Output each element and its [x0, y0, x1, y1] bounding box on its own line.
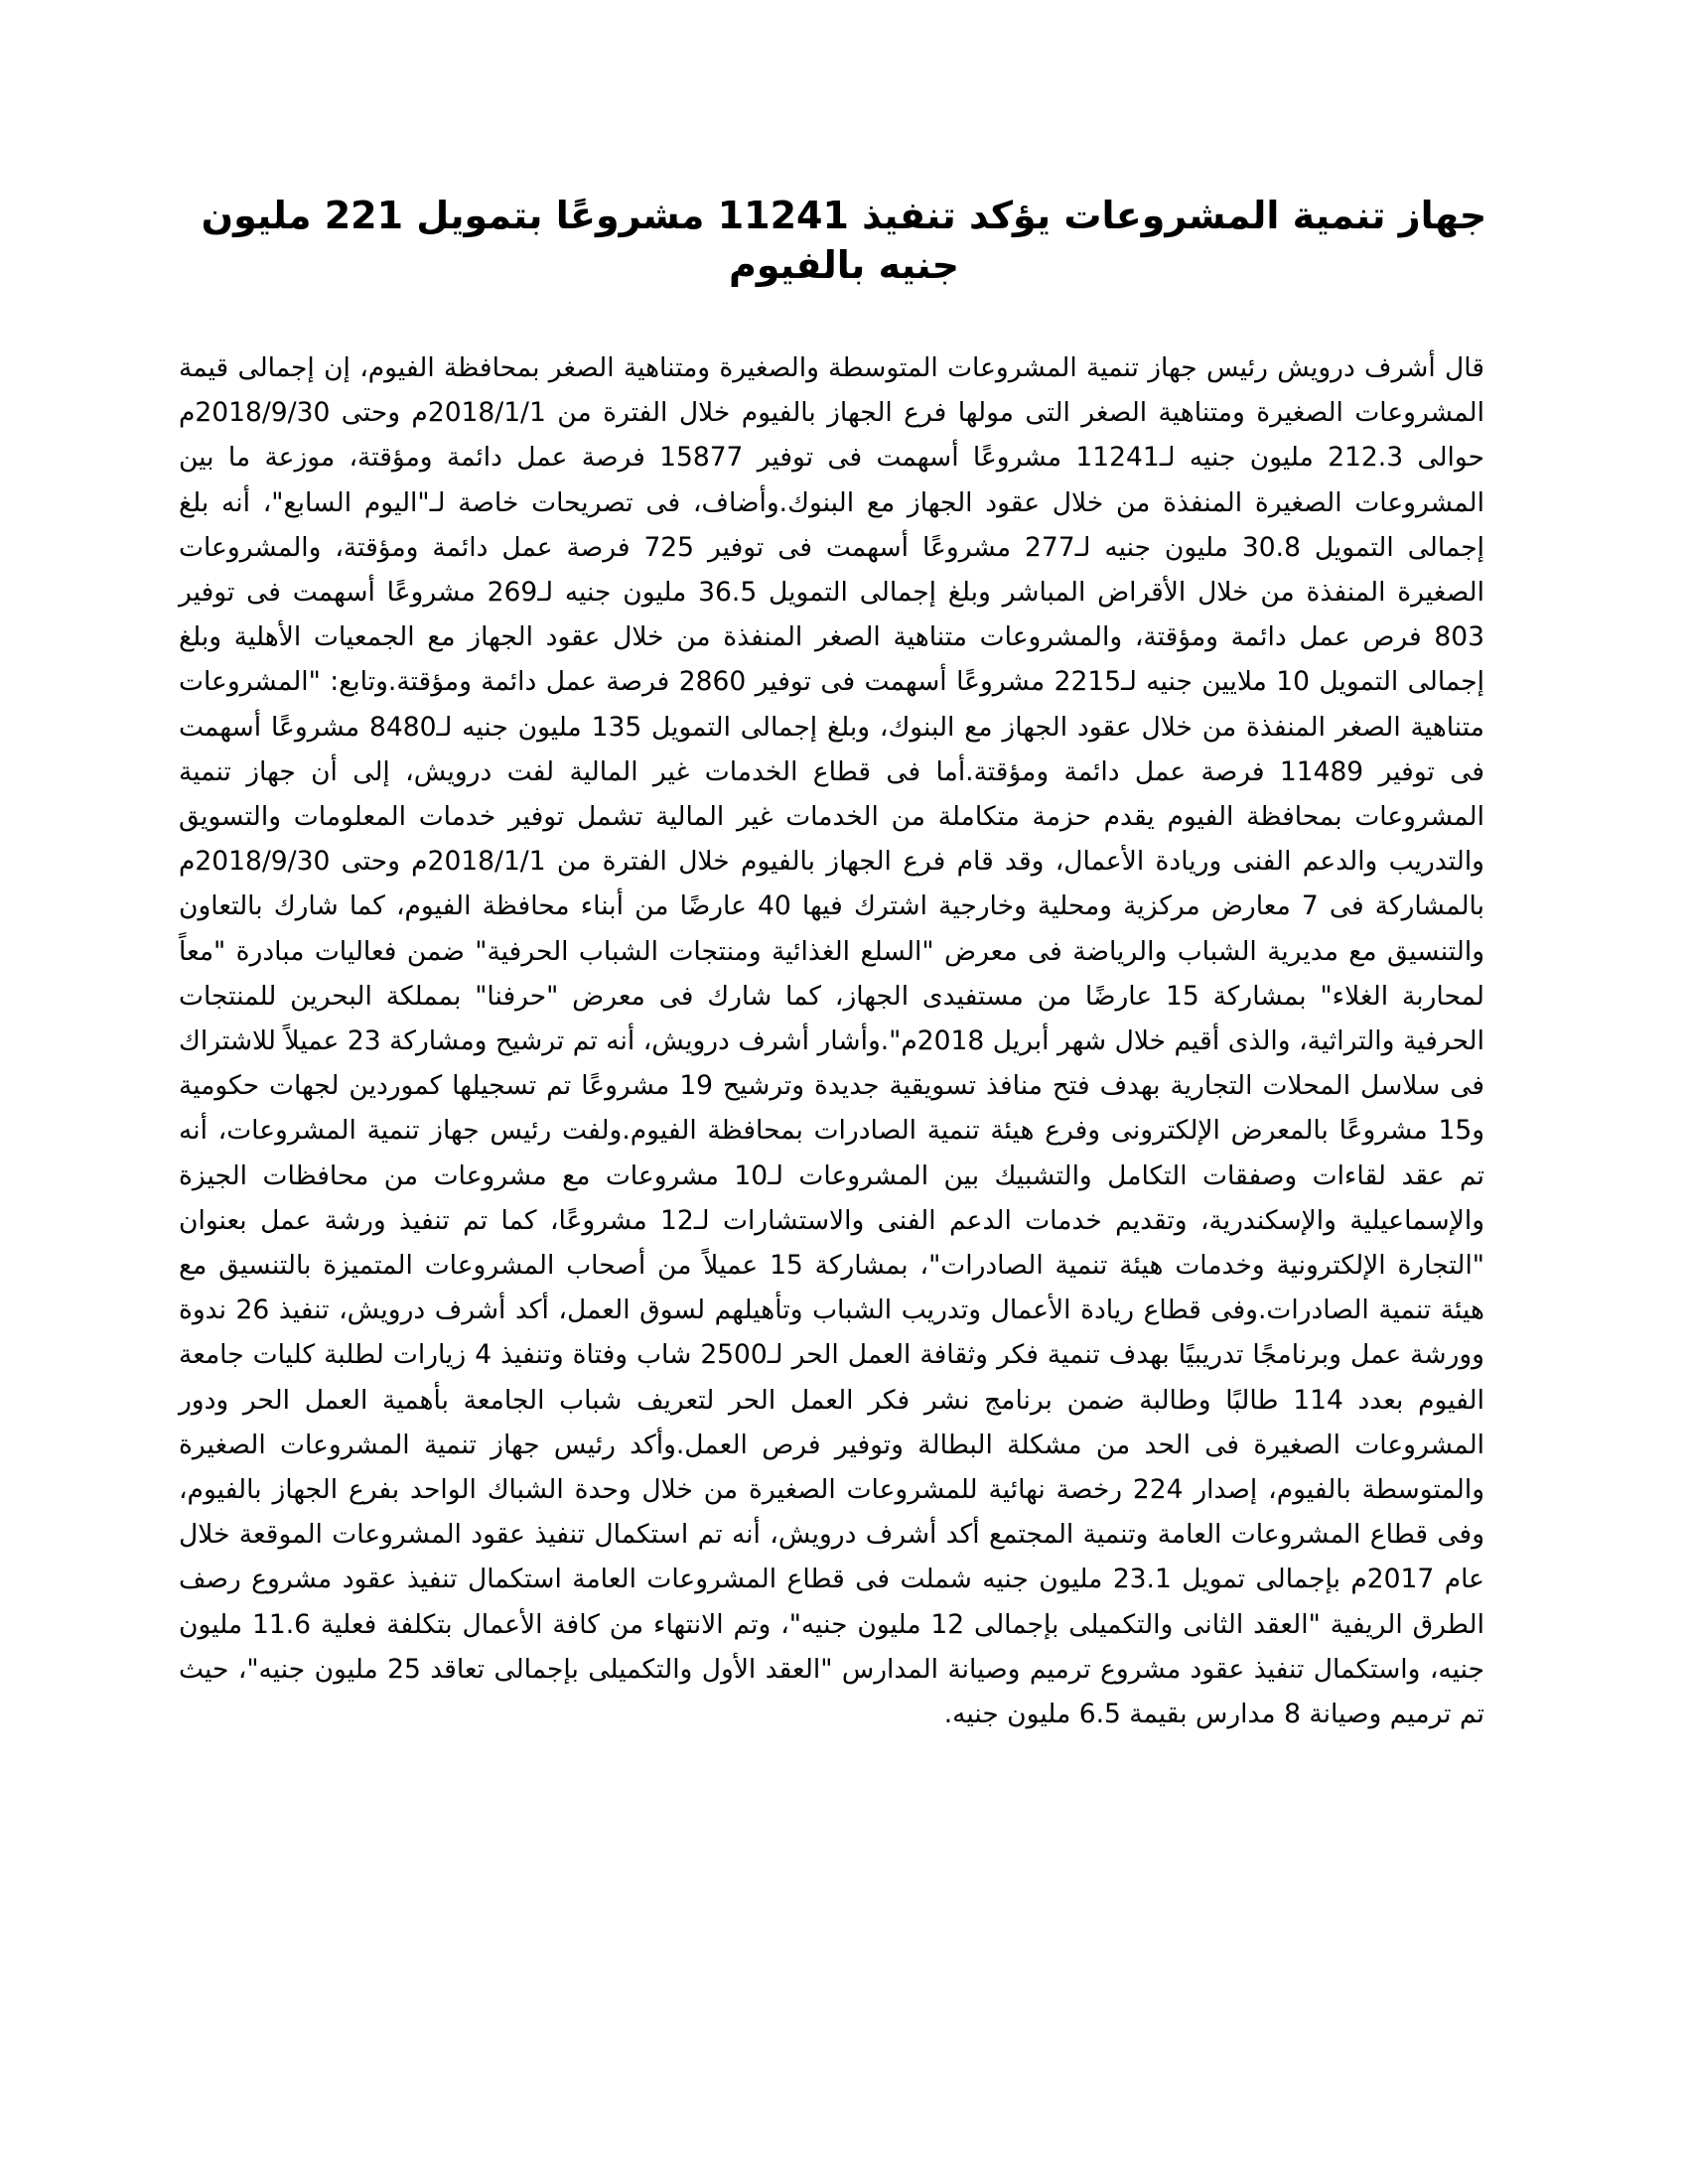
- article-body: قال أشرف درويش رئيس جهاز تنمية المشروعات المتوسطة والصغيرة ومتناهية الصغر بمحافظة الفيوم، إن إجمالى قيمة المشروعات الصغيرة ومتناهية الصغر التى مولها فرع الجهاز بالفيوم خلال الفترة من 2018/1/1م وحتى 2018/9/30م حوالى 212.3 مليون جنيه لـ11241 مشروعًا أسهمت فى توفير 15877 فرصة عمل دائمة ومؤقتة، موزعة ما بين المشروعات الصغيرة المنفذة من خلال عقود الجهاز مع البنوك.وأضاف، فى تصريحات خاصة لـ"اليوم السابع"، أنه بلغ إجمالى التمويل 30.8 مليون جنيه لـ277 مشروعًا أسهمت فى توفير 725 فرصة عمل دائمة ومؤقتة، والمشروعات الصغيرة المنفذة من خلال الأقراض المباشر وبلغ إجمالى التمويل 36.5 مليون جنيه لـ269 مشروعًا أسهمت فى توفير 803 فرص عمل دائمة ومؤقتة، والمشروعات متناهية الصغر المنفذة من خلال عقود الجهاز مع الجمعيات الأهلية وبلغ إجمالى التمويل 10 ملايين جنيه لـ2215 مشروعًا أسهمت فى توفير 2860 فرصة عمل دائمة ومؤقتة.وتابع: "المشروعات متناهية الصغر المنفذة من خلال عقود الجهاز مع البنوك، وبلغ إجمالى التمويل 135 مليون جنيه لـ8480 مشروعًا أسهمت فى توفير 11489 فرصة عمل دائمة ومؤقتة.أما فى قطاع الخدمات غير المالية لفت درويش، إلى أن جهاز تنمية المشروعات بمحافظة الفيوم يقدم حزمة متكاملة من الخدمات غير المالية تشمل توفير خدمات المعلومات والتسويق والتدريب والدعم الفنى وريادة الأعمال، وقد قام فرع الجهاز بالفيوم خلال الفترة من 2018/1/1م وحتى 2018/9/30م بالمشاركة فى 7 معارض مركزية ومحلية وخارجية اشترك فيها 40 عارضًا من أبناء محافظة الفيوم، كما شارك بالتعاون والتنسيق مع مديرية الشباب والرياضة فى معرض "السلع الغذائية ومنتجات الشباب الحرفية" ضمن فعاليات مبادرة "معاً لمحاربة الغلاء" بمشاركة 15 عارضًا من مستفيدى الجهاز، كما شارك فى معرض "حرفنا" بمملكة البحرين للمنتجات الحرفية والتراثية، والذى أقيم خلال شهر أبريل 2018م".وأشار أشرف درويش، أنه تم ترشيح ومشاركة 23 عميلاً للاشتراك فى سلاسل المحلات التجارية بهدف فتح منافذ تسويقية جديدة وترشيح 19 مشروعًا تم تسجيلها كموردين لجهات حكومية و15 مشروعًا بالمعرض الإلكترونى وفرع هيئة تنمية الصادرات بمحافظة الفيوم.ولفت رئيس جهاز تنمية المشروعات، أنه تم عقد لقاءات وصفقات التكامل والتشبيك بين المشروعات لـ10 مشروعات مع مشروعات من محافظات الجيزة والإسماعيلية والإسكندرية، وتقديم خدمات الدعم الفنى والاستشارات لـ12 مشروعًا، كما تم تنفيذ ورشة عمل بعنوان "التجارة الإلكترونية وخدمات هيئة تنمية الصادرات"، بمشاركة 15 عميلاً من أصحاب المشروعات المتميزة بالتنسيق مع هيئة تنمية الصادرات.وفى قطاع ريادة الأعمال وتدريب الشباب وتأهيلهم لسوق العمل، أكد أشرف درويش، تنفيذ 26 ندوة وورشة عمل وبرنامجًا تدريبيًا بهدف تنمية فكر وثقافة العمل الحر لـ2500 شاب وفتاة وتنفيذ 4 زيارات لطلبة كليات جامعة الفيوم بعدد 114 طالبًا وطالبة ضمن برنامج نشر فكر العمل الحر لتعريف شباب الجامعة بأهمية العمل الحر ودور المشروعات الصغيرة فى الحد من مشكلة البطالة وتوفير فرص العمل.وأكد رئيس جهاز تنمية المشروعات الصغيرة والمتوسطة بالفيوم، إصدار 224 رخصة نهائية للمشروعات الصغيرة من خلال وحدة الشباك الواحد بفرع الجهاز بالفيوم، وفى قطاع المشروعات العامة وتنمية المجتمع أكد أشرف درويش، أنه تم استكمال تنفيذ عقود المشروعات الموقعة خلال عام 2017م بإجمالى تمويل 23.1 مليون جنيه شملت فى قطاع المشروعات العامة استكمال تنفيذ عقود مشروع رصف الطرق الريفية "العقد الثانى والتكميلى بإجمالى 12 مليون جنيه"، وتم الانتهاء من كافة الأعمال بتكلفة فعلية 11.6 مليون جنيه، واستكمال تنفيذ عقود مشروع ترميم وصيانة المدارس "العقد الأول والتكميلى بإجمالى تعاقد 25 مليون جنيه"، حيث تم ترميم وصيانة 8 مدارس بقيمة 6.5 مليون جنيه.: [179, 352, 1485, 1730]
- article-title: جهاز تنمية المشروعات يؤكد تنفيذ 11241 مشروعًا بتمويل 221 مليون جنيه بالفيوم: [201, 194, 1487, 287]
